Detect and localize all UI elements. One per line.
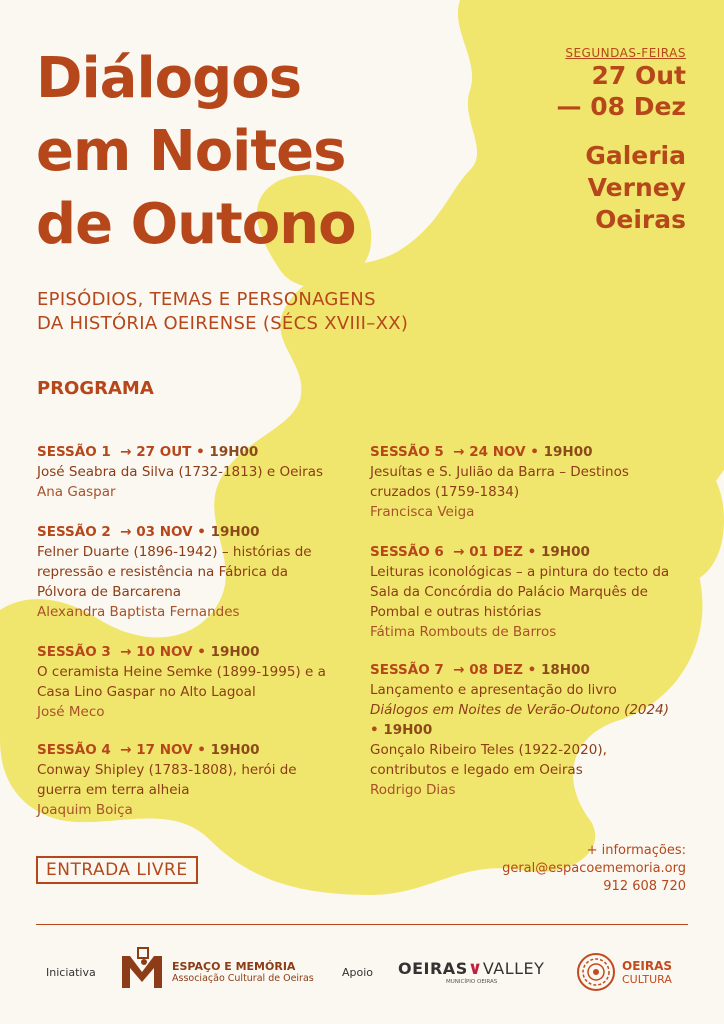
session-date: 17 NOV	[136, 742, 193, 758]
session-title: Jesuítas e S. Julião da Barra – Destinos cruzados (1759-1834)	[370, 464, 629, 500]
v-logo-icon: ∨	[467, 958, 483, 979]
session-author: Alexandra Baptista Fernandes	[37, 604, 240, 620]
session-title-2: Gonçalo Ribeiro Teles (1922-2020), contributos e legado em Oeiras	[370, 742, 607, 778]
municipio-label: MUNICÍPIO OEIRAS	[446, 979, 498, 985]
bullet-icon: •	[527, 662, 537, 678]
arrow-icon: →	[120, 742, 132, 758]
book-title: Diálogos em Noites de Verão-Outono (2024)	[370, 702, 669, 718]
title-line-3: de Outono	[36, 192, 356, 257]
session-6	[370, 542, 686, 642]
session-time: 19H00	[543, 444, 593, 460]
session-author: Ana Gaspar	[37, 484, 116, 500]
session-4	[37, 740, 327, 820]
arrow-icon: →	[453, 662, 465, 678]
venue	[557, 140, 686, 236]
subtitle-line-1: EPISÓDIOS, TEMAS E PERSONAGENS	[37, 289, 376, 310]
bullet-icon: •	[196, 444, 205, 460]
contact-info	[502, 842, 686, 896]
session-label: SESSÃO 6	[370, 544, 444, 560]
subtitle	[37, 288, 408, 336]
session-title: Leituras iconológicas – a pintura do tecto da Sala da Concórdia do Palácio Marquês de Pombal e outras histórias	[370, 564, 670, 620]
oeiras-cultura-logo-icon	[576, 952, 616, 992]
contact-phone[interactable]: 912 608 720	[603, 879, 686, 894]
session-date: 27 OUT	[136, 444, 192, 460]
programa-heading: PROGRAMA	[37, 378, 154, 399]
session-title: Felner Duarte (1896-1942) – histórias de repressão e resistência na Fábrica da Pólvora de Barcarena	[37, 544, 312, 600]
venue-line-1: Galeria	[585, 141, 686, 170]
session-date: 08 DEZ	[469, 662, 523, 678]
session-title: José Seabra da Silva (1732-1813) e Oeiras	[37, 464, 324, 480]
session-time: 19H00	[210, 644, 260, 660]
session-7	[370, 660, 670, 800]
session-date: 24 NOV	[469, 444, 526, 460]
footer-divider	[36, 924, 688, 925]
session-time: 18H00	[541, 662, 590, 678]
bullet-icon: •	[370, 722, 379, 738]
session-title-prefix: Lançamento e apresentação do livro	[370, 682, 617, 698]
session-time: 19H00	[210, 742, 260, 758]
bullet-icon: •	[527, 544, 537, 560]
date-venue-block	[557, 46, 686, 236]
oeiras-cultura-a: OEIRAS	[622, 959, 673, 973]
session-label: SESSÃO 7	[370, 662, 444, 678]
session-time: 19H00	[541, 544, 590, 560]
session-label: SESSÃO 5	[370, 444, 444, 460]
session-5	[370, 442, 670, 522]
org-sub: Associação Cultural de Oeiras	[172, 973, 314, 984]
session-author: Rodrigo Dias	[370, 782, 456, 798]
session-title	[370, 680, 670, 720]
venue-line-3: Oeiras	[595, 205, 686, 234]
title-line-2: em Noites	[36, 119, 346, 184]
bullet-icon: •	[197, 742, 206, 758]
arrow-icon: →	[120, 444, 132, 460]
contact-label: + informações:	[586, 843, 686, 858]
oeiras-valley-logo	[398, 958, 544, 985]
session-title: Conway Shipley (1783-1808), herói de guerra em terra alheia	[37, 762, 297, 798]
date-start: 27 Out	[591, 61, 686, 90]
session-time-2: 19H00	[383, 722, 433, 738]
title-line-1: Diálogos	[36, 46, 302, 111]
poster-title	[36, 42, 356, 261]
oeiras-valley-b: VALLEY	[482, 959, 545, 978]
session-label: SESSÃO 1	[37, 444, 111, 460]
days-label: SEGUNDAS-FEIRAS	[565, 46, 686, 60]
bullet-icon: •	[197, 524, 206, 540]
venue-line-2: Verney	[587, 173, 686, 202]
oeiras-valley-a: OEIRAS	[398, 959, 468, 978]
session-date: 01 DEZ	[469, 544, 523, 560]
session-author: José Meco	[37, 704, 105, 720]
session-author: Francisca Veiga	[370, 504, 475, 520]
espaco-memoria-logo	[172, 960, 314, 984]
espaco-memoria-logo-icon	[118, 944, 166, 992]
arrow-icon: →	[120, 524, 132, 540]
session-1	[37, 442, 337, 502]
date-end: — 08 Dez	[556, 92, 686, 121]
subtitle-line-2: DA HISTÓRIA OEIRENSE (SÉCS XVIII–XX)	[37, 313, 409, 334]
oeiras-cultura-logo	[622, 960, 672, 986]
session-label: SESSÃO 3	[37, 644, 111, 660]
oeiras-cultura-b: CULTURA	[622, 973, 672, 986]
session-label: SESSÃO 2	[37, 524, 111, 540]
apoio-label: Apoio	[342, 966, 374, 979]
org-name: ESPAÇO E MEMÓRIA	[172, 960, 296, 973]
session-3	[37, 642, 327, 722]
session-author: Fátima Rombouts de Barros	[370, 624, 557, 640]
iniciativa-label: Iniciativa	[46, 966, 96, 979]
session-date: 03 NOV	[136, 524, 193, 540]
bullet-icon: •	[530, 444, 539, 460]
session-2	[37, 522, 327, 622]
session-time: 19H00	[210, 524, 260, 540]
session-time: 19H00	[209, 444, 259, 460]
entrada-livre-badge: ENTRADA LIVRE	[36, 856, 198, 884]
session-label: SESSÃO 4	[37, 742, 111, 758]
contact-email[interactable]: geral@espacoememoria.org	[502, 861, 686, 876]
session-author: Joaquim Boiça	[37, 802, 133, 818]
session-title: O ceramista Heine Semke (1899-1995) e a Casa Lino Gaspar no Alto Lagoal	[37, 664, 326, 700]
arrow-icon: →	[453, 544, 465, 560]
session-date: 10 NOV	[136, 644, 193, 660]
arrow-icon: →	[120, 644, 132, 660]
bullet-icon: •	[197, 644, 206, 660]
arrow-icon: →	[453, 444, 465, 460]
